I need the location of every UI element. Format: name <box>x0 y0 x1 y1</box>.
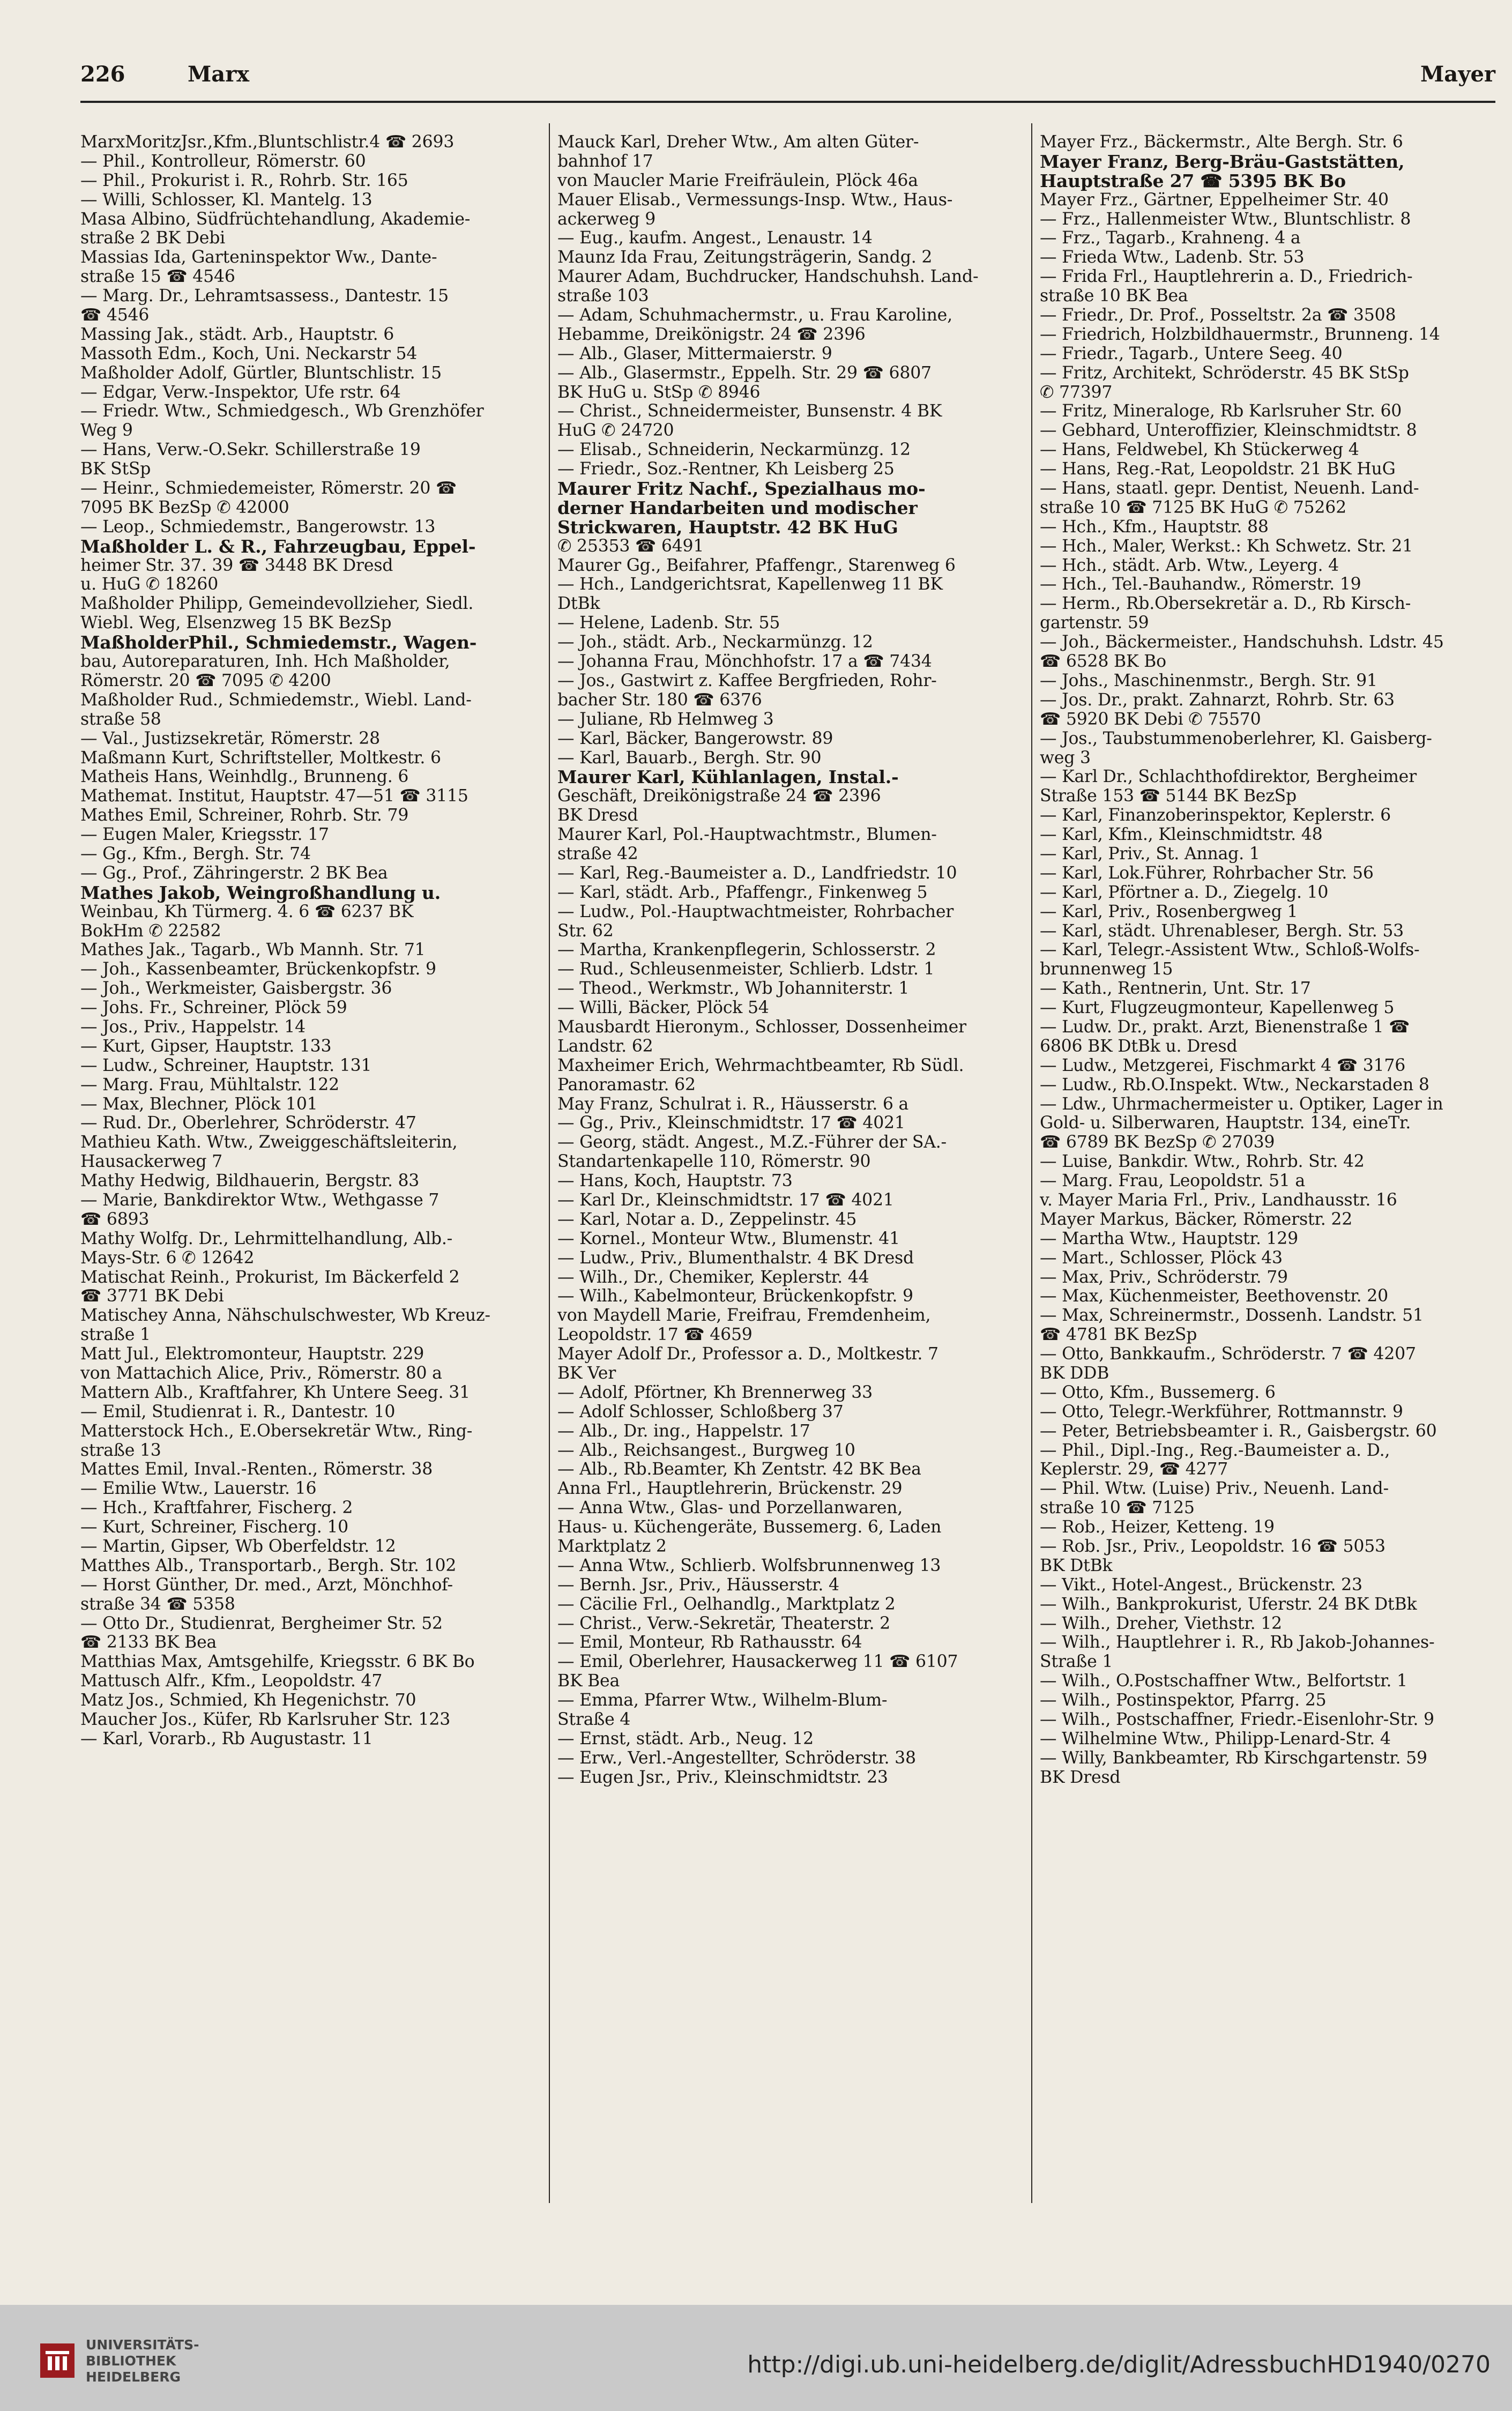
library-name-line3: HEIDELBERG <box>86 2369 181 2385</box>
directory-entry: — Johs., Maschinenmstr., Bergh. Str. 91 <box>1040 671 1377 690</box>
directory-entry: Maurer Karl, Kühlanlagen, Instal.- <box>557 767 899 788</box>
directory-entry: Mayer Markus, Bäcker, Römerstr. 22 <box>1040 1209 1353 1229</box>
directory-entry: — Martin, Gipser, Wb Oberfeldstr. 12 <box>80 1537 396 1557</box>
directory-entry: — Wilh., Hauptlehrer i. R., Rb Jakob-Johannes- <box>1040 1633 1435 1653</box>
directory-entry: — Marie, Bankdirektor Wtw., Wethgasse 7 <box>80 1190 440 1210</box>
page-number: 226 <box>80 62 125 87</box>
directory-entry: ☎ 3771 BK Debi <box>80 1286 224 1306</box>
directory-entry: — Emilie Wtw., Lauerstr. 16 <box>80 1479 317 1499</box>
directory-entry: — Elisab., Schneiderin, Neckarmünzg. 12 <box>557 440 911 460</box>
directory-entry: — Willi, Bäcker, Plöck 54 <box>557 998 769 1018</box>
column-divider <box>1031 123 1032 2203</box>
directory-entry: BK DtBk <box>1040 1556 1113 1575</box>
directory-entry: — Gg., Kfm., Bergh. Str. 74 <box>80 844 311 864</box>
directory-entry: — Georg, städt. Angest., M.Z.-Führer der SA.- <box>557 1133 947 1152</box>
directory-entry: Matthes Alb., Transportarb., Bergh. Str. 102 <box>80 1556 457 1575</box>
directory-entry: Keplerstr. 29, ☎ 4277 <box>1040 1460 1228 1479</box>
directory-entry: BK Bea <box>557 1671 620 1691</box>
directory-entry: — Kath., Rentnerin, Unt. Str. 17 <box>1040 979 1311 999</box>
directory-entry: 6806 BK DtBk u. Dresd <box>1040 1036 1238 1056</box>
directory-entry: — Phil. Wtw. (Luise) Priv., Neuenh. Land- <box>1040 1479 1389 1499</box>
directory-entry: — Karl, Kfm., Kleinschmidtstr. 48 <box>1040 825 1323 845</box>
directory-entry: — Rob., Heizer, Ketteng. 19 <box>1040 1517 1275 1537</box>
directory-entry: Hebamme, Dreikönigstr. 24 ☎ 2396 <box>557 324 866 344</box>
directory-entry: Standartenkapelle 110, Römerstr. 90 <box>557 1152 871 1172</box>
directory-entry: — Juliane, Rb Helmweg 3 <box>557 709 774 729</box>
directory-entry: — Fritz, Mineraloge, Rb Karlsruher Str. 60 <box>1040 401 1402 421</box>
directory-entry: — Phil., Prokurist i. R., Rohrb. Str. 165 <box>80 170 408 190</box>
directory-entry: ☎ 6528 BK Bo <box>1040 652 1166 672</box>
directory-entry: — Theod., Werkmstr., Wb Johanniterstr. 1 <box>557 979 910 999</box>
directory-entry: BokHm ✆ 22582 <box>80 921 221 941</box>
directory-entry: Mathes Emil, Schreiner, Rohrb. Str. 79 <box>80 806 409 825</box>
directory-entry: Massoth Edm., Koch, Uni. Neckarstr 54 <box>80 344 418 363</box>
directory-entry: — Karl, Lok.Führer, Rohrbacher Str. 56 <box>1040 863 1374 883</box>
directory-entry: — Frida Frl., Hauptlehrerin a. D., Friedrich- <box>1040 267 1413 287</box>
directory-entry: — Hch., Maler, Werkst.: Kh Schwetz. Str. 21 <box>1040 536 1413 556</box>
directory-entry: — Karl, Notar a. D., Zeppelinstr. 45 <box>557 1209 857 1229</box>
directory-entry: — Wilh., Bankprokurist, Uferstr. 24 BK DtBk <box>1040 1594 1417 1614</box>
directory-entry: Mathy Wolfg. Dr., Lehrmittelhandlung, Alb.- <box>80 1229 453 1248</box>
directory-entry: — Hans, staatl. gepr. Dentist, Neuenh. Land- <box>1040 479 1419 498</box>
directory-entry: Maßholder Rud., Schmiedemstr., Wiebl. Land- <box>80 690 472 710</box>
directory-entry: Matz Jos., Schmied, Kh Hegenichstr. 70 <box>80 1691 416 1710</box>
directory-entry: — Adam, Schuhmachermstr., u. Frau Karoline, <box>557 306 952 325</box>
directory-entry: bahnhof 17 <box>557 151 653 171</box>
column-3 <box>1040 133 1495 2223</box>
directory-entry: — Kurt, Gipser, Hauptstr. 133 <box>80 1036 332 1056</box>
library-name-line2: BIBLIOTHEK <box>86 2353 176 2369</box>
directory-entry: — Herm., Rb.Obersekretär a. D., Rb Kirsch- <box>1040 594 1411 614</box>
directory-entry: BK Ver <box>557 1364 616 1383</box>
directory-entry: — Wilh., Postinspektor, Pfarrg. 25 <box>1040 1691 1327 1710</box>
directory-entry: — Karl Dr., Kleinschmidtstr. 17 ☎ 4021 <box>557 1190 894 1210</box>
directory-entry: — Eug., kaufm. Angest., Lenaustr. 14 <box>557 228 873 248</box>
directory-entry: — Alb., Glaser, Mittermaierstr. 9 <box>557 344 832 363</box>
directory-entry: — Marg. Frau, Leopoldstr. 51 a <box>1040 1171 1306 1191</box>
directory-entry: DtBk <box>557 594 600 614</box>
directory-entry: — Karl, Finanzoberinspektor, Keplerstr. 6 <box>1040 806 1391 825</box>
directory-entry: — Hans, Reg.-Rat, Leopoldstr. 21 BK HuG <box>1040 459 1396 479</box>
directory-entry: — Wilhelmine Wtw., Philipp-Lenard-Str. 4 <box>1040 1729 1391 1748</box>
directory-entry: — Karl, Reg.-Baumeister a. D., Landfriedstr. 10 <box>557 863 957 883</box>
directory-entry: — Eugen Maler, Kriegsstr. 17 <box>80 825 329 845</box>
directory-entry: — Alb., Rb.Beamter, Kh Zentstr. 42 BK Bea <box>557 1460 921 1479</box>
directory-entry: — Emil, Studienrat i. R., Dantestr. 10 <box>80 1402 396 1422</box>
directory-entry: ☎ 4546 <box>80 306 150 325</box>
directory-entry: — Hch., Landgerichtsrat, Kapellenweg 11 BK <box>557 575 943 594</box>
directory-entry: — Max, Schreinermstr., Dossenh. Landstr. 51 <box>1040 1306 1424 1326</box>
directory-entry: — Johs. Fr., Schreiner, Plöck 59 <box>80 998 347 1018</box>
directory-entry: — Horst Günther, Dr. med., Arzt, Mönchhof- <box>80 1575 453 1595</box>
directory-entry: Maurer Adam, Buchdrucker, Handschuhsh. Land- <box>557 267 979 287</box>
directory-entry: Mausbardt Hieronym., Schlosser, Dossenheimer <box>557 1017 966 1037</box>
directory-entry: Landstr. 62 <box>557 1036 653 1056</box>
directory-entry: — Otto, Bankkaufm., Schröderstr. 7 ☎ 4207 <box>1040 1344 1416 1364</box>
directory-entry: Matterstock Hch., E.Obersekretär Wtw., Ring- <box>80 1421 473 1441</box>
directory-entry: Geschäft, Dreikönigstraße 24 ☎ 2396 <box>557 786 881 806</box>
directory-entry: Hauptstraße 27 ☎ 5395 BK Bo <box>1040 170 1346 191</box>
directory-entry: ackerweg 9 <box>557 209 656 229</box>
directory-entry: — Fritz, Architekt, Schröderstr. 45 BK StSp <box>1040 363 1409 383</box>
directory-entry: von Maydell Marie, Freifrau, Fremdenheim, <box>557 1306 931 1326</box>
directory-entry: ✆ 25353 ☎ 6491 <box>557 536 704 556</box>
directory-entry: — Frieda Wtw., Ladenb. Str. 53 <box>1040 248 1305 267</box>
directory-entry: Mayer Franz, Berg-Bräu-Gaststätten, <box>1040 151 1405 172</box>
directory-entry: — Kornel., Monteur Wtw., Blumenstr. 41 <box>557 1229 900 1248</box>
directory-entry: Mattusch Alfr., Kfm., Leopoldstr. 47 <box>80 1671 383 1691</box>
directory-entry: Mays-Str. 6 ✆ 12642 <box>80 1248 255 1268</box>
header-right-title: Mayer <box>1420 62 1495 87</box>
directory-entry: BK StSp <box>80 459 151 479</box>
directory-entry: straße 34 ☎ 5358 <box>80 1594 235 1614</box>
directory-entry: — Ludw., Rb.O.Inspekt. Wtw., Neckarstaden 8 <box>1040 1075 1429 1095</box>
directory-entry: weg 3 <box>1040 748 1091 768</box>
directory-entry: Mathes Jakob, Weingroßhandlung u. <box>80 882 441 903</box>
directory-entry: — Karl, städt. Uhrenableser, Bergh. Str. 53 <box>1040 921 1404 941</box>
directory-entry: — Willi, Schlosser, Kl. Mantelg. 13 <box>80 190 373 210</box>
directory-entry: — Christ., Schneidermeister, Bunsenstr. 4 BK <box>557 401 942 421</box>
directory-entry: Maunz Ida Frau, Zeitungsträgerin, Sandg. 2 <box>557 248 933 267</box>
directory-entry: BK DDB <box>1040 1364 1109 1383</box>
directory-entry: Anna Frl., Hauptlehrerin, Brückenstr. 29 <box>557 1479 903 1499</box>
directory-entry: Maßholder Philipp, Gemeindevollzieher, Siedl. <box>80 594 474 614</box>
directory-entry: — Karl, Pförtner a. D., Ziegelg. 10 <box>1040 882 1329 902</box>
directory-entry: straße 10 ☎ 7125 BK HuG ✆ 75262 <box>1040 497 1346 517</box>
directory-entry: — Helene, Ladenb. Str. 55 <box>557 613 780 633</box>
directory-entry: — Karl, Telegr.-Assistent Wtw., Schloß-Wolfs- <box>1040 940 1420 960</box>
directory-entry: — Leop., Schmiedemstr., Bangerowstr. 13 <box>80 517 436 537</box>
header-left-title: Marx <box>188 62 250 87</box>
directory-entry: — Ldw., Uhrmachermeister u. Optiker, Lager in <box>1040 1094 1443 1114</box>
directory-entry: — Karl, Priv., Rosenbergweg 1 <box>1040 902 1298 921</box>
library-name-line1: UNIVERSITÄTS- <box>86 2337 199 2353</box>
directory-entry: — Johanna Frau, Mönchhofstr. 17 a ☎ 7434 <box>557 652 932 672</box>
directory-entry: — Val., Justizsekretär, Römerstr. 28 <box>80 728 380 748</box>
directory-entry: straße 103 <box>557 286 649 306</box>
directory-entry: straße 15 ☎ 4546 <box>80 267 235 287</box>
directory-entry: Maßholder Adolf, Gürtler, Bluntschlistr. 15 <box>80 363 442 383</box>
directory-entry: Maurer Karl, Pol.-Hauptwachtmstr., Blumen- <box>557 825 937 845</box>
directory-entry: ☎ 4781 BK BezSp <box>1040 1325 1197 1345</box>
directory-entry: — Karl, Priv., St. Annag. 1 <box>1040 844 1260 864</box>
directory-entry: straße 2 BK Debi <box>80 228 226 248</box>
library-logo-icon <box>40 2343 75 2378</box>
directory-entry: — Rud. Dr., Oberlehrer, Schröderstr. 47 <box>80 1113 416 1133</box>
directory-entry: ☎ 5920 BK Debi ✆ 75570 <box>1040 709 1261 729</box>
directory-entry: Wiebl. Weg, Elsenzweg 15 BK BezSp <box>80 613 392 633</box>
directory-entry: — Joh., Kassenbeamter, Brückenkopfstr. 9 <box>80 959 436 979</box>
directory-entry: — Cäcilie Frl., Oelhandlg., Marktplatz 2 <box>557 1594 896 1614</box>
directory-entry: Maurer Fritz Nachf., Spezialhaus mo- <box>557 478 926 500</box>
directory-entry: v. Mayer Maria Frl., Priv., Landhausstr. 16 <box>1040 1190 1397 1210</box>
column-divider <box>549 123 550 2203</box>
directory-entry: — Karl, Bäcker, Bangerowstr. 89 <box>557 728 833 748</box>
directory-entry: — Karl, Vorarb., Rb Augustastr. 11 <box>80 1729 373 1748</box>
directory-entry: — Ludw., Pol.-Hauptwachtmeister, Rohrbacher <box>557 902 954 921</box>
directory-entry: u. HuG ✆ 18260 <box>80 575 219 594</box>
directory-entry: — Friedr., Soz.-Rentner, Kh Leisberg 25 <box>557 459 895 479</box>
directory-entry: — Mart., Schlosser, Plöck 43 <box>1040 1248 1283 1268</box>
directory-entry: — Phil., Dipl.-Ing., Reg.-Baumeister a. D., <box>1040 1440 1390 1460</box>
directory-entry: — Wilh., O.Postschaffner Wtw., Belfortstr. 1 <box>1040 1671 1407 1691</box>
directory-entry: — Ludw., Schreiner, Hauptstr. 131 <box>80 1055 372 1075</box>
directory-entry: — Friedrich, Holzbildhauermstr., Brunneng. 14 <box>1040 324 1440 344</box>
directory-entry: BK HuG u. StSp ✆ 8946 <box>557 382 761 402</box>
directory-entry: — Hch., Kraftfahrer, Fischerg. 2 <box>80 1498 353 1518</box>
directory-entry: — Marg. Dr., Lehramtsassess., Dantestr. 15 <box>80 286 449 306</box>
directory-entry: — Emil, Monteur, Rb Rathausstr. 64 <box>557 1633 862 1653</box>
directory-entry: — Joh., Werkmeister, Gaisbergstr. 36 <box>80 979 392 999</box>
directory-entry: Weg 9 <box>80 421 133 441</box>
directory-entry: ☎ 6893 <box>80 1209 150 1229</box>
directory-entry: Marktplatz 2 <box>557 1537 667 1557</box>
directory-entry: — Willy, Bankbeamter, Rb Kirschgartenstr. 59 <box>1040 1748 1427 1768</box>
directory-entry: Matheis Hans, Weinhdlg., Brunneng. 6 <box>80 767 409 787</box>
directory-entry: — Kurt, Schreiner, Fischerg. 10 <box>80 1517 349 1537</box>
directory-entry: — Martha, Krankenpflegerin, Schlosserstr. 2 <box>557 940 936 960</box>
directory-entry: — Frz., Tagarb., Krahneng. 4 a <box>1040 228 1301 248</box>
directory-entry: straße 13 <box>80 1440 161 1460</box>
directory-entry: Maßmann Kurt, Schriftsteller, Moltkestr. 6 <box>80 748 441 768</box>
directory-entry: straße 58 <box>80 709 161 729</box>
directory-entry: — Jos., Gastwirt z. Kaffee Bergfrieden, Rohr- <box>557 671 937 690</box>
directory-entry: — Bernh. Jsr., Priv., Häusserstr. 4 <box>557 1575 839 1595</box>
directory-entry: MaßholderPhil., Schmiedemstr., Wagen- <box>80 632 477 653</box>
directory-entry: — Kurt, Flugzeugmonteur, Kapellenweg 5 <box>1040 998 1395 1018</box>
directory-entry: — Friedr., Dr. Prof., Posseltstr. 2a ☎ 3508 <box>1040 306 1396 325</box>
directory-entry: — Otto, Kfm., Bussemerg. 6 <box>1040 1382 1276 1402</box>
directory-entry: brunnenweg 15 <box>1040 959 1173 979</box>
directory-entry: Haus- u. Küchengeräte, Bussemerg. 6, Laden <box>557 1517 942 1537</box>
directory-entry: Hausackerweg 7 <box>80 1152 222 1172</box>
directory-entry: ☎ 6789 BK BezSp ✆ 27039 <box>1040 1133 1275 1152</box>
directory-entry: MarxMoritzJsr.,Kfm.,Bluntschlistr.4 ☎ 2693 <box>80 133 455 152</box>
directory-entry: Matischat Reinh., Prokurist, Im Bäckerfeld 2 <box>80 1267 460 1287</box>
directory-entry: — Emma, Pfarrer Wtw., Wilhelm-Blum- <box>557 1691 888 1710</box>
directory-entry: BK Dresd <box>557 806 638 825</box>
header-rule <box>80 101 1495 103</box>
directory-entry: — Karl Dr., Schlachthofdirektor, Bergheimer <box>1040 767 1417 787</box>
directory-entry: — Edgar, Verw.-Inspektor, Ufe rstr. 64 <box>80 382 401 402</box>
directory-entry: — Hans, Feldwebel, Kh Stückerweg 4 <box>1040 440 1359 460</box>
directory-entry: Mathes Jak., Tagarb., Wb Mannh. Str. 71 <box>80 940 426 960</box>
directory-entry: — Hch., Tel.-Bauhandw., Römerstr. 19 <box>1040 575 1361 594</box>
directory-entry: — Hch., städt. Arb. Wtw., Leyerg. 4 <box>1040 555 1339 575</box>
directory-entry: Matt Jul., Elektromonteur, Hauptstr. 229 <box>80 1344 424 1364</box>
directory-entry: Mathemat. Institut, Hauptstr. 47—51 ☎ 3115 <box>80 786 468 806</box>
directory-entry: Mattes Emil, Inval.-Renten., Römerstr. 38 <box>80 1460 433 1479</box>
directory-entry: Massias Ida, Garteninspektor Ww., Dante- <box>80 248 437 267</box>
directory-entry: bacher Str. 180 ☎ 6376 <box>557 690 762 710</box>
directory-entry: — Heinr., Schmiedemeister, Römerstr. 20 ☎ <box>80 479 457 498</box>
directory-entry: Mayer Frz., Gärtner, Eppelheimer Str. 40 <box>1040 190 1389 210</box>
directory-entry: — Ludw. Dr., prakt. Arzt, Bienenstraße 1 ☎ <box>1040 1017 1410 1037</box>
directory-entry: — Anna Wtw., Schlierb. Wolfsbrunnenweg 13 <box>557 1556 941 1575</box>
directory-entry: — Ludw., Metzgerei, Fischmarkt 4 ☎ 3176 <box>1040 1055 1406 1075</box>
directory-entry: von Mattachich Alice, Priv., Römerstr. 80 a <box>80 1364 442 1383</box>
directory-entry: Matthias Max, Amtsgehilfe, Kriegsstr. 6 BK Bo <box>80 1652 475 1672</box>
directory-entry: — Rob. Jsr., Priv., Leopoldstr. 16 ☎ 5053 <box>1040 1537 1386 1557</box>
directory-entry: Mayer Adolf Dr., Professor a. D., Moltkestr. 7 <box>557 1344 939 1364</box>
directory-entry: — Karl, Bauarb., Bergh. Str. 90 <box>557 748 822 768</box>
directory-entry: — Rud., Schleusenmeister, Schlierb. Ldstr. 1 <box>557 959 935 979</box>
directory-entry: — Peter, Betriebsbeamter i. R., Gaisbergstr. 60 <box>1040 1421 1437 1441</box>
directory-entry: Straße 153 ☎ 5144 BK BezSp <box>1040 786 1297 806</box>
directory-entry: — Marg. Frau, Mühltalstr. 122 <box>80 1075 339 1095</box>
directory-entry: — Ernst, städt. Arb., Neug. 12 <box>557 1729 814 1748</box>
directory-entry: — Adolf, Pförtner, Kh Brennerweg 33 <box>557 1382 873 1402</box>
directory-entry: — Alb., Dr. ing., Happelstr. 17 <box>557 1421 810 1441</box>
directory-entry: Straße 4 <box>557 1710 631 1730</box>
directory-entry: — Emil, Oberlehrer, Hausackerweg 11 ☎ 6107 <box>557 1652 958 1672</box>
directory-entry: — Alb., Reichsangest., Burgweg 10 <box>557 1440 855 1460</box>
directory-entry: Weinbau, Kh Türmerg. 4. 6 ☎ 6237 BK <box>80 902 414 921</box>
directory-entry: Mayer Frz., Bäckermstr., Alte Bergh. Str. 6 <box>1040 133 1403 152</box>
directory-entry: ☎ 2133 BK Bea <box>80 1633 217 1653</box>
directory-entry: — Joh., städt. Arb., Neckarmünzg. 12 <box>557 632 873 652</box>
directory-entry: — Joh., Bäckermeister., Handschuhsh. Ldstr. 45 <box>1040 632 1444 652</box>
directory-entry: Str. 62 <box>557 921 614 941</box>
directory-entry: HuG ✆ 24720 <box>557 421 674 441</box>
directory-entry: straße 42 <box>557 844 638 864</box>
directory-entry: — Christ., Verw.-Sekretär, Theaterstr. 2 <box>557 1613 890 1633</box>
directory-entry: Panoramastr. 62 <box>557 1075 696 1095</box>
page-header <box>80 59 1495 91</box>
directory-entry: — Friedr. Wtw., Schmiedgesch., Wb Grenzhöfer <box>80 401 484 421</box>
directory-entry: Massing Jak., städt. Arb., Hauptstr. 6 <box>80 324 394 344</box>
directory-entry: 7095 BK BezSp ✆ 42000 <box>80 497 289 517</box>
directory-entry: May Franz, Schulrat i. R., Häusserstr. 6 a <box>557 1094 909 1114</box>
directory-entry: — Wilh., Kabelmonteur, Brückenkopfstr. 9 <box>557 1286 913 1306</box>
directory-entry: — Luise, Bankdir. Wtw., Rohrb. Str. 42 <box>1040 1152 1365 1172</box>
directory-entry: — Gg., Priv., Kleinschmidtstr. 17 ☎ 4021 <box>557 1113 905 1133</box>
directory-entry: straße 10 ☎ 7125 <box>1040 1498 1195 1518</box>
directory-entry: — Eugen Jsr., Priv., Kleinschmidtstr. 23 <box>557 1767 888 1787</box>
library-name <box>86 2337 199 2385</box>
digitization-footer <box>0 2305 1512 2411</box>
directory-entry: — Max, Küchenmeister, Beethovenstr. 20 <box>1040 1286 1388 1306</box>
directory-entry: Matischey Anna, Nähschulschwester, Wb Kreuz- <box>80 1306 490 1326</box>
directory-entry: — Friedr., Tagarb., Untere Seeg. 40 <box>1040 344 1343 363</box>
directory-entry: — Jos., Priv., Happelstr. 14 <box>80 1017 306 1037</box>
directory-entry: Römerstr. 20 ☎ 7095 ✆ 4200 <box>80 671 331 690</box>
directory-entry: heimer Str. 37. 39 ☎ 3448 BK Dresd <box>80 555 393 575</box>
directory-entry: — Ludw., Priv., Blumenthalstr. 4 BK Dresd <box>557 1248 914 1268</box>
directory-entry: Mauer Elisab., Vermessungs-Insp. Wtw., Haus- <box>557 190 953 210</box>
directory-entry: — Vikt., Hotel-Angest., Brückenstr. 23 <box>1040 1575 1362 1595</box>
directory-entry: straße 10 BK Bea <box>1040 286 1188 306</box>
directory-entry: — Karl, städt. Arb., Pfaffengr., Finkenweg 5 <box>557 882 928 902</box>
directory-entry: Mattern Alb., Kraftfahrer, Kh Untere Seeg. 31 <box>80 1382 470 1402</box>
directory-entry: Leopoldstr. 17 ☎ 4659 <box>557 1325 753 1345</box>
directory-entry: Strickwaren, Hauptstr. 42 BK HuG <box>557 516 898 538</box>
directory-entry: — Frz., Hallenmeister Wtw., Bluntschlistr. 8 <box>1040 209 1411 229</box>
directory-entry: — Max, Blechner, Plöck 101 <box>80 1094 318 1114</box>
directory-entry: — Erw., Verl.-Angestellter, Schröderstr. 38 <box>557 1748 916 1768</box>
directory-entry: Maucher Jos., Küfer, Rb Karlsruher Str. 123 <box>80 1710 451 1730</box>
directory-entry: Straße 1 <box>1040 1652 1113 1672</box>
directory-entry: — Martha Wtw., Hauptstr. 129 <box>1040 1229 1298 1248</box>
directory-entry: — Max, Priv., Schröderstr. 79 <box>1040 1267 1288 1287</box>
directory-entry: — Anna Wtw., Glas- und Porzellanwaren, <box>557 1498 903 1518</box>
directory-entry: — Wilh., Dr., Chemiker, Keplerstr. 44 <box>557 1267 869 1287</box>
directory-entry: derner Handarbeiten und modischer <box>557 497 918 518</box>
directory-entry: Maxheimer Erich, Wehrmachtbeamter, Rb Südl. <box>557 1055 964 1075</box>
directory-entry: — Wilh., Dreher, Viethstr. 12 <box>1040 1613 1282 1633</box>
column-2 <box>557 133 1024 2223</box>
directory-entry: — Hans, Koch, Hauptstr. 73 <box>557 1171 793 1191</box>
directory-entry: gartenstr. 59 <box>1040 613 1149 633</box>
directory-entry: — Alb., Glasermstr., Eppelh. Str. 29 ☎ 6807 <box>557 363 932 383</box>
directory-entry: ✆ 77397 <box>1040 382 1113 402</box>
directory-entry: — Hch., Kfm., Hauptstr. 88 <box>1040 517 1269 537</box>
directory-entry: — Jos., Taubstummenoberlehrer, Kl. Gaisberg- <box>1040 728 1432 748</box>
directory-entry: — Phil., Kontrolleur, Römerstr. 60 <box>80 151 366 171</box>
directory-entry: Maßholder L. & R., Fahrzeugbau, Eppel- <box>80 535 476 557</box>
source-url-link[interactable]: http://digi.ub.uni-heidelberg.de/diglit/AdressbuchHD1940/0270 <box>747 2351 1491 2378</box>
directory-entry: Mathieu Kath. Wtw., Zweiggeschäftsleiterin, <box>80 1133 458 1152</box>
directory-entry: Masa Albino, Südfrüchtehandlung, Akademie- <box>80 209 471 229</box>
directory-entry: — Adolf Schlosser, Schloßberg 37 <box>557 1402 844 1422</box>
directory-entry: — Otto Dr., Studienrat, Bergheimer Str. 52 <box>80 1613 443 1633</box>
directory-entry: bau, Autoreparaturen, Inh. Hch Maßholder, <box>80 652 450 672</box>
directory-entry: straße 1 <box>80 1325 151 1345</box>
directory-entry: — Hans, Verw.-O.Sekr. Schillerstraße 19 <box>80 440 421 460</box>
directory-entry: Gold- u. Silberwaren, Hauptstr. 134, eineTr. <box>1040 1113 1411 1133</box>
directory-entry: — Gg., Prof., Zähringerstr. 2 BK Bea <box>80 863 388 883</box>
directory-entry: BK Dresd <box>1040 1767 1121 1787</box>
directory-entry: Mauck Karl, Dreher Wtw., Am alten Güter- <box>557 133 919 152</box>
directory-entry: Maurer Gg., Beifahrer, Pfaffengr., Starenweg 6 <box>557 555 956 575</box>
column-1 <box>80 133 540 2223</box>
directory-entry: — Gebhard, Unteroffizier, Kleinschmidtstr. 8 <box>1040 421 1417 441</box>
directory-entry: Mathy Hedwig, Bildhauerin, Bergstr. 83 <box>80 1171 420 1191</box>
directory-entry: — Jos. Dr., prakt. Zahnarzt, Rohrb. Str. 63 <box>1040 690 1395 710</box>
directory-entry: von Maucler Marie Freifräulein, Plöck 46a <box>557 170 918 190</box>
directory-entry: — Otto, Telegr.-Werkführer, Rottmannstr. 9 <box>1040 1402 1403 1422</box>
directory-entry: — Wilh., Postschaffner, Friedr.-Eisenlohr-Str. 9 <box>1040 1710 1434 1730</box>
